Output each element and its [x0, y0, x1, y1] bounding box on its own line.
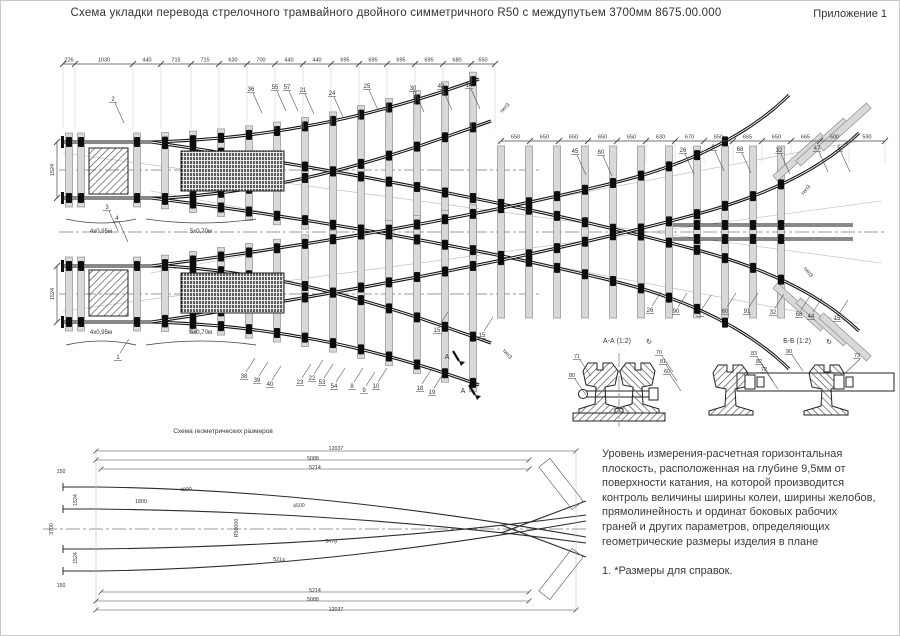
notes-item-1: 1. *Размеры для справок.	[602, 565, 733, 578]
svg-text:650: 650	[478, 57, 488, 64]
svg-text:30: 30	[409, 86, 417, 92]
svg-text:4800: 4800	[179, 486, 193, 494]
svg-text:43: 43	[437, 84, 445, 90]
svg-text:650: 650	[568, 134, 579, 141]
svg-text:15: 15	[478, 333, 486, 339]
svg-text:39: 39	[253, 378, 261, 384]
svg-text:68: 68	[795, 312, 803, 318]
svg-text:670: 670	[684, 134, 695, 141]
svg-text:38: 38	[240, 374, 248, 380]
svg-text:12037: 12037	[328, 446, 344, 452]
notes-block	[602, 447, 898, 579]
svg-text:650: 650	[626, 134, 637, 141]
svg-text:7: 7	[698, 311, 702, 317]
svg-text:650: 650	[510, 134, 521, 141]
svg-text:R50000: R50000	[234, 518, 240, 538]
svg-text:440: 440	[142, 57, 152, 64]
svg-text:695: 695	[396, 57, 406, 64]
svg-text:680: 680	[452, 57, 462, 64]
svg-text:А: А	[444, 354, 450, 361]
switch-machine-box	[89, 148, 128, 194]
notes-line: поверхности катания, на которой производится	[602, 477, 845, 490]
page-title: Схема укладки перевода стрелочного трамвайного двойного симметричного R50 с междупутьем 3700мм 8675.00.000	[70, 7, 722, 19]
sleeper	[470, 205, 477, 392]
svg-text:440: 440	[312, 57, 322, 64]
svg-text:45: 45	[571, 149, 579, 155]
switch-machine-box	[89, 270, 128, 316]
svg-text:4х0,95м: 4х0,95м	[89, 330, 113, 336]
svg-text:60: 60	[663, 369, 671, 375]
svg-text:55: 55	[271, 85, 279, 91]
svg-text:3: 3	[105, 205, 109, 211]
svg-text:Схема геометрических размеров: Схема геометрических размеров	[173, 428, 273, 435]
svg-text:1800: 1800	[135, 499, 147, 505]
svg-text:4: 4	[115, 216, 119, 222]
svg-text:23: 23	[296, 380, 304, 386]
svg-text:665: 665	[742, 134, 753, 141]
svg-text:10: 10	[372, 384, 380, 390]
rail-profile	[579, 363, 623, 413]
svg-text:5: 5	[837, 146, 841, 152]
svg-text:1524: 1524	[50, 287, 56, 301]
svg-text:40: 40	[266, 382, 274, 388]
svg-text:5х0,70м: 5х0,70м	[189, 229, 213, 235]
svg-text:650: 650	[771, 134, 782, 141]
svg-text:590: 590	[862, 134, 872, 141]
svg-text:630: 630	[655, 134, 666, 141]
geometry-scheme	[43, 428, 589, 613]
svg-text:18: 18	[416, 386, 424, 392]
switch-machine-box	[181, 151, 284, 191]
svg-text:5088: 5088	[307, 597, 319, 603]
svg-text:91: 91	[743, 309, 751, 315]
svg-text:57: 57	[283, 85, 291, 91]
svg-text:150: 150	[56, 469, 66, 475]
svg-text:А: А	[460, 388, 466, 395]
svg-text:1524: 1524	[50, 163, 56, 177]
svg-text:тип3: тип3	[500, 347, 513, 361]
cross-sections	[568, 338, 894, 427]
svg-text:71: 71	[573, 354, 581, 360]
svg-text:90: 90	[785, 349, 793, 355]
svg-text:тип3: тип3	[499, 101, 512, 115]
svg-text:715: 715	[200, 57, 210, 64]
sleeper	[582, 146, 589, 318]
svg-text:83: 83	[750, 351, 758, 357]
svg-text:15: 15	[833, 316, 841, 322]
svg-text:700: 700	[256, 57, 266, 64]
svg-text:↻: ↻	[646, 339, 652, 346]
svg-text:695: 695	[424, 57, 434, 64]
svg-text:26: 26	[646, 308, 654, 314]
svg-text:715: 715	[171, 57, 181, 64]
sleeper	[386, 221, 393, 366]
sleeper	[526, 146, 533, 318]
svg-text:Б-Б (1:2): Б-Б (1:2)	[783, 338, 811, 345]
svg-text:650: 650	[713, 134, 724, 141]
sleeper	[666, 146, 673, 318]
svg-text:68: 68	[736, 147, 744, 153]
svg-text:695: 695	[340, 57, 350, 64]
svg-text:82: 82	[755, 359, 763, 365]
svg-text:9: 9	[362, 388, 366, 394]
notes-line: контроль величины ширины колеи, ширины желобов,	[602, 491, 876, 504]
svg-text:26: 26	[679, 148, 687, 154]
svg-text:↻: ↻	[826, 339, 832, 346]
notes-line: граней и других параметров, определяющих	[602, 520, 830, 533]
svg-text:80: 80	[568, 373, 576, 379]
svg-text:2: 2	[111, 97, 115, 103]
svg-text:12037: 12037	[328, 607, 344, 613]
svg-text:53: 53	[318, 380, 326, 386]
svg-text:25: 25	[363, 84, 371, 90]
svg-text:14: 14	[465, 83, 473, 89]
svg-text:5088: 5088	[307, 456, 319, 462]
svg-text:36: 36	[247, 87, 255, 93]
svg-text:1: 1	[116, 355, 120, 361]
switch-machine-box	[181, 273, 284, 313]
svg-text:5214: 5214	[309, 465, 321, 471]
sleeper	[554, 146, 561, 318]
svg-text:650: 650	[539, 134, 550, 141]
svg-text:70: 70	[655, 350, 663, 356]
svg-text:тип3: тип3	[800, 183, 813, 197]
svg-text:630: 630	[228, 57, 238, 64]
svg-text:60: 60	[721, 309, 729, 315]
svg-text:15: 15	[433, 328, 441, 334]
svg-text:8: 8	[350, 384, 354, 390]
svg-text:5479: 5479	[324, 538, 338, 546]
svg-text:5214: 5214	[309, 588, 321, 594]
svg-text:47: 47	[813, 146, 821, 152]
svg-text:1030: 1030	[97, 57, 111, 64]
svg-text:3700: 3700	[49, 523, 55, 535]
svg-text:650: 650	[597, 134, 608, 141]
svg-text:4х0,95м: 4х0,95м	[89, 229, 113, 235]
svg-text:90: 90	[672, 309, 680, 315]
sleeper	[722, 146, 729, 318]
sleeper	[498, 146, 505, 318]
svg-text:500: 500	[829, 134, 840, 141]
svg-text:5х0,70м: 5х0,70м	[189, 330, 213, 336]
svg-text:73: 73	[853, 353, 861, 359]
notes-line: геометрические размеры изделия в плане	[602, 535, 819, 548]
svg-text:440: 440	[284, 57, 294, 64]
svg-text:150: 150	[56, 583, 66, 589]
svg-text:226: 226	[64, 57, 74, 64]
svg-text:1524: 1524	[73, 494, 79, 506]
svg-text:24: 24	[328, 91, 336, 97]
svg-text:5214: 5214	[272, 556, 286, 564]
appendix-label: Приложение 1	[813, 8, 887, 20]
svg-text:44: 44	[807, 314, 815, 320]
svg-text:695: 695	[368, 57, 378, 64]
svg-text:81: 81	[659, 359, 667, 365]
svg-text:54: 54	[330, 384, 338, 390]
svg-text:32: 32	[769, 310, 777, 316]
svg-text:4500: 4500	[292, 502, 306, 510]
svg-text:665: 665	[800, 134, 811, 141]
svg-text:тип3: тип3	[801, 265, 814, 279]
svg-text:А-А (1:2): А-А (1:2)	[602, 338, 632, 345]
svg-text:1524: 1524	[73, 552, 79, 564]
svg-text:60: 60	[597, 150, 605, 156]
svg-text:32: 32	[775, 148, 783, 154]
svg-text:19: 19	[428, 390, 436, 396]
sleeper	[694, 146, 701, 318]
svg-text:6: 6	[711, 145, 715, 151]
notes-line: плоскость, расположенная на глубине 9,5мм от	[602, 462, 846, 475]
svg-text:72: 72	[760, 367, 768, 373]
svg-text:22: 22	[308, 376, 316, 382]
notes-line: прямолинейность и ординат боковых рабочих	[602, 506, 838, 519]
svg-text:21: 21	[299, 88, 307, 94]
notes-line: Уровень измерения-расчетная горизонтальная	[602, 448, 843, 460]
